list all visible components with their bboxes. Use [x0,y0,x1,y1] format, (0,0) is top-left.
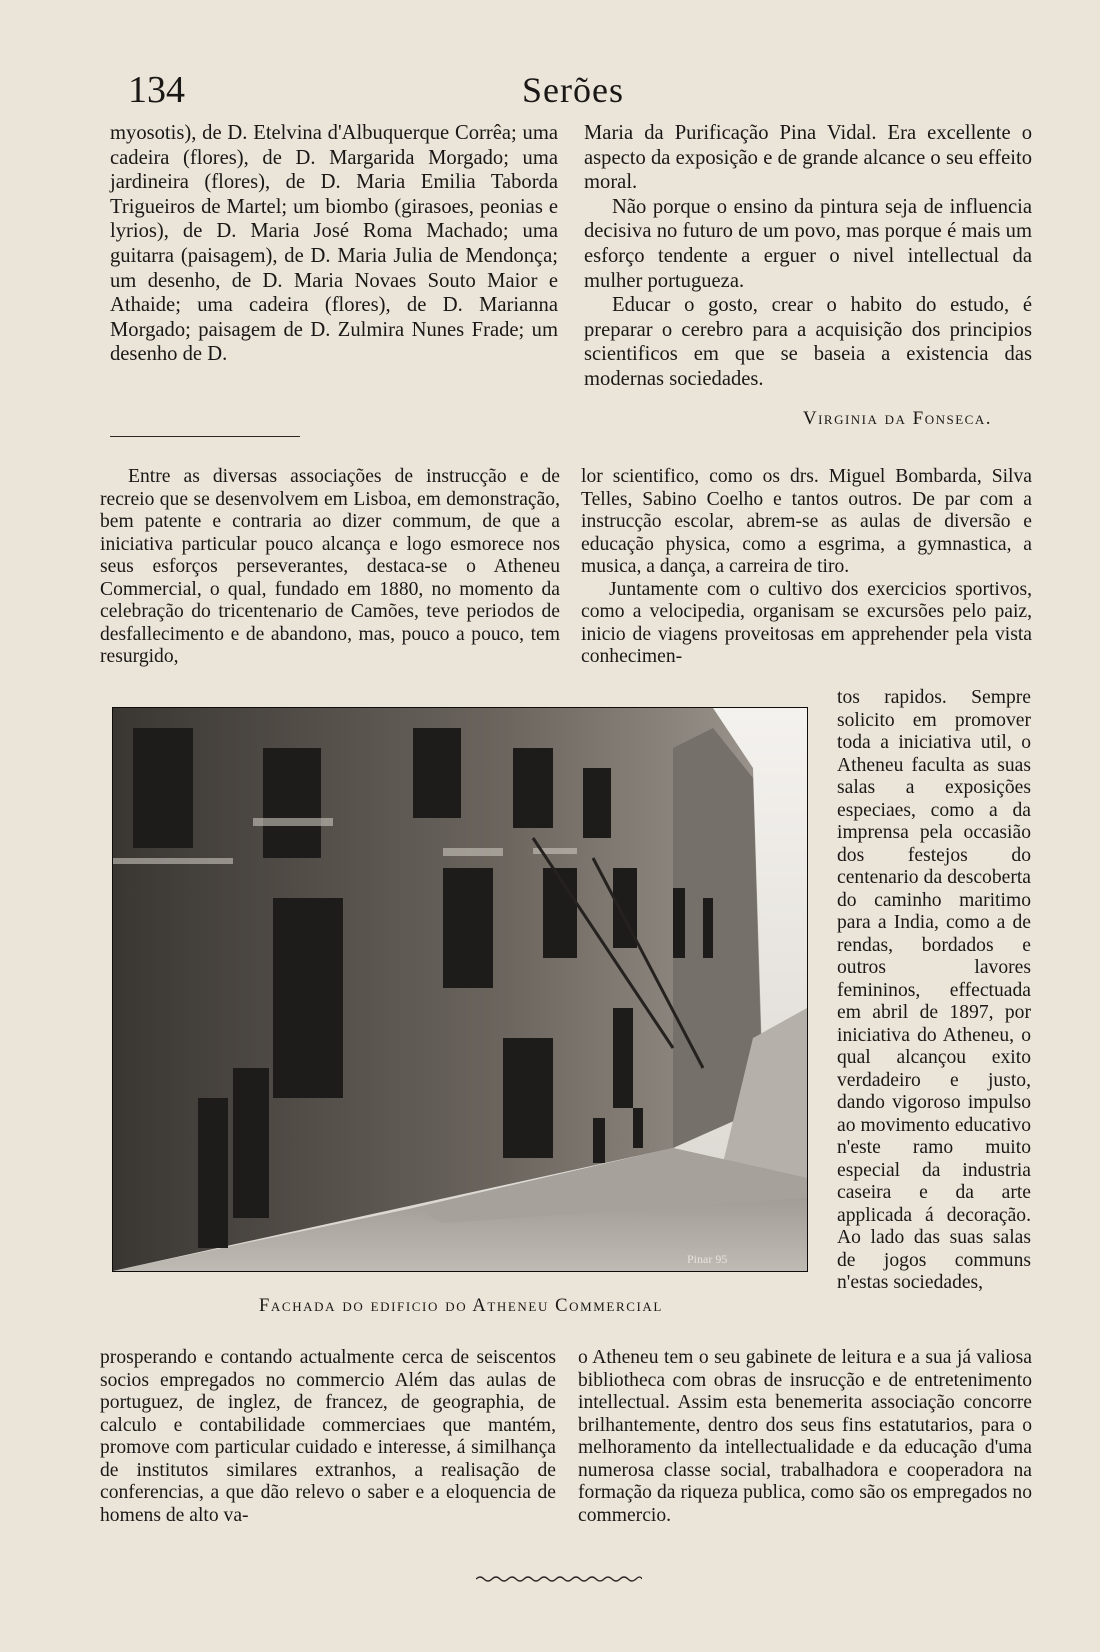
article-paragraph: tos rapidos. Sempre solicito em promover toda a iniciativa util, o Atheneu faculta as suas salas a exposições especiaes, como a da imprensa pela occasião dos festejos do centenario da descoberta do caminho maritimo para a India, como a de rendas, bordados e outros lavores femininos, effectuada em abril de 1897, por iniciativa do Atheneu, o qual alcançou exito verdadeiro e justo, dando vigoroso impulso ao movimento educativo n'este ramo muito especial da industria caseira e da arte applicada á decoração. Ao lado das suas salas de jogos communs n'estas sociedades, [837,687,1031,1293]
section1-paragraph: Maria da Purificação Pina Vidal. Era excellente o aspecto da exposição e de grande alcance o seu effeito moral. [584,122,1032,194]
article-paragraph: o Atheneu tem o seu gabinete de leitura e a sua já valiosa bibliotheca com obras de insrucção e de entretenimento intellectual. Assim esta benemerita associação concorre brilhantemente, dentro dos seus fins estatutarios, para o melhoramento da intellectualidade e da educação d'uma numerosa classe social, trabalhadora e cooperadora na formação da riqueza publica, como são os empregados no commercio. [578,1347,1032,1526]
wavy-ornament [476,1574,642,1584]
article-paragraph: Juntamente com o cultivo dos exercicios sportivos, como a velocipedia, organisam se excursões pelo paiz, inicio de viagens proveitosas em apprehender pela vista conhecimen- [581,578,1032,667]
section2-narrow-column [837,687,1031,1295]
section2-right-bottom-column [578,1347,1032,1527]
article-paragraph: Entre as diversas associações de instrucção e de recreio que se desenvolvem em Lisboa, em demonstração, bem patente e contraria ao dizer commum, de que a iniciativa particular pouco alcança e logo esmorece nos seus esforços perseverantes, destaca-se o Atheneu Commercial, o qual, fundado em 1880, no momento da celebração do tricentenario de Camões, teve periodos de desfallecimento e de abandono, mas, pouco a pouco, tem resurgido, [100,466,560,667]
section1-paragraph: Educar o gosto, crear o habito do estudo, é preparar o cerebro para a acquisição dos principios scientificos em que se baseia a existencia das modernas sociedades. [584,294,1032,390]
photo-engraver-signature: Pinar 95 [687,1252,728,1266]
section2-left-bottom-column [100,1347,556,1527]
running-title: Serões [522,70,624,110]
section2-left-top-column [100,466,560,669]
street-photograph [112,707,808,1272]
photo-caption: Fachada do edificio do Atheneu Commercial [259,1296,663,1316]
section-divider [110,436,300,437]
article-paragraph: prosperando e contando actualmente cerca de seiscentos socios empregados no commercio Além das aulas de portuguez, de inglez, de francez, de geographia, de calculo e contabilidade commerciaes que mantém, promove com particular cuidado e interesse, á similhança de institutos similares extranhos, a realisação de conferencias, a que dão relevo o saber e a eloquencia de homens de alto va- [100,1347,556,1526]
page-number: 134 [128,69,185,111]
section1-left-text: myosotis), de D. Etelvina d'Albuquerque Corrêa; uma cadeira (flores), de D. Margarida Morgado; uma jardineira (flores), de D. Maria Emilia Taborda Trigueiros de Martel; um biombo (girasoes, peonias e lyrios), de D. Maria José Roma Machado; uma guitarra (paisagem), de D. Maria Julia de Mendonça; um desenho, de D. Maria Novaes Souto Maior e Athaide; uma cadeira (flores), de D. Marianna Morgado; paisagem de D. Zulmira Nunes Frade; um desenho de D. [110,122,558,366]
section1-left-column [110,121,558,367]
section2-right-top-column [581,466,1032,669]
author-signature: Virginia da Fonseca. [802,408,992,429]
section1-right-column [584,121,1032,392]
article-paragraph: lor scientifico, como os drs. Miguel Bombarda, Silva Telles, Sabino Coelho e tantos outros. De par com a instrucção escolar, abrem-se as aulas de diversão e educação physica, como a esgrima, a gymnastica, a musica, a dança, a carreira de tiro. [581,466,1032,577]
section1-paragraph: Não porque o ensino da pintura seja de influencia decisiva no futuro de um povo, mas porque é mais um esforço tendente a erguer o nivel intellectual da mulher portugueza. [584,195,1032,292]
